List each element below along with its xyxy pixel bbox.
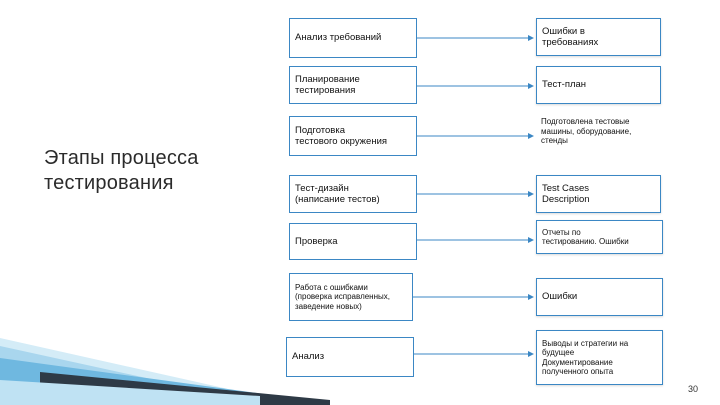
page-title: Этапы процесса тестирования xyxy=(44,147,199,194)
artifact-conclusions: Выводы и стратегии на будущее Документирование полученного опыта xyxy=(536,330,663,385)
stage-requirements-analysis: Анализ требований xyxy=(289,18,417,58)
slide-number: 30 xyxy=(688,384,699,394)
stage-environment-setup: Подготовка тестового окружения xyxy=(289,116,417,156)
artifact-requirements-defects: Ошибки в требованиях xyxy=(536,18,661,56)
artifact-test-cases: Test Cases Description xyxy=(536,175,661,213)
artifact-defects: Ошибки xyxy=(536,278,663,316)
stage-test-design: Тест-дизайн (написание тестов) xyxy=(289,175,417,213)
artifact-test-plan: Тест-план xyxy=(536,66,661,104)
stage-analysis: Анализ xyxy=(286,337,414,377)
stage-verification: Проверка xyxy=(289,223,417,260)
stage-defect-handling: Работа с ошибками (проверка исправленных, заведение новых) xyxy=(289,273,413,321)
stage-test-planning: Планирование тестирования xyxy=(289,66,417,104)
artifact-prepared-environment: Подготовлена тестовые машины, оборудование, стенды xyxy=(536,115,661,156)
artifact-test-reports: Отчеты по тестированию. Ошибки xyxy=(536,220,663,254)
